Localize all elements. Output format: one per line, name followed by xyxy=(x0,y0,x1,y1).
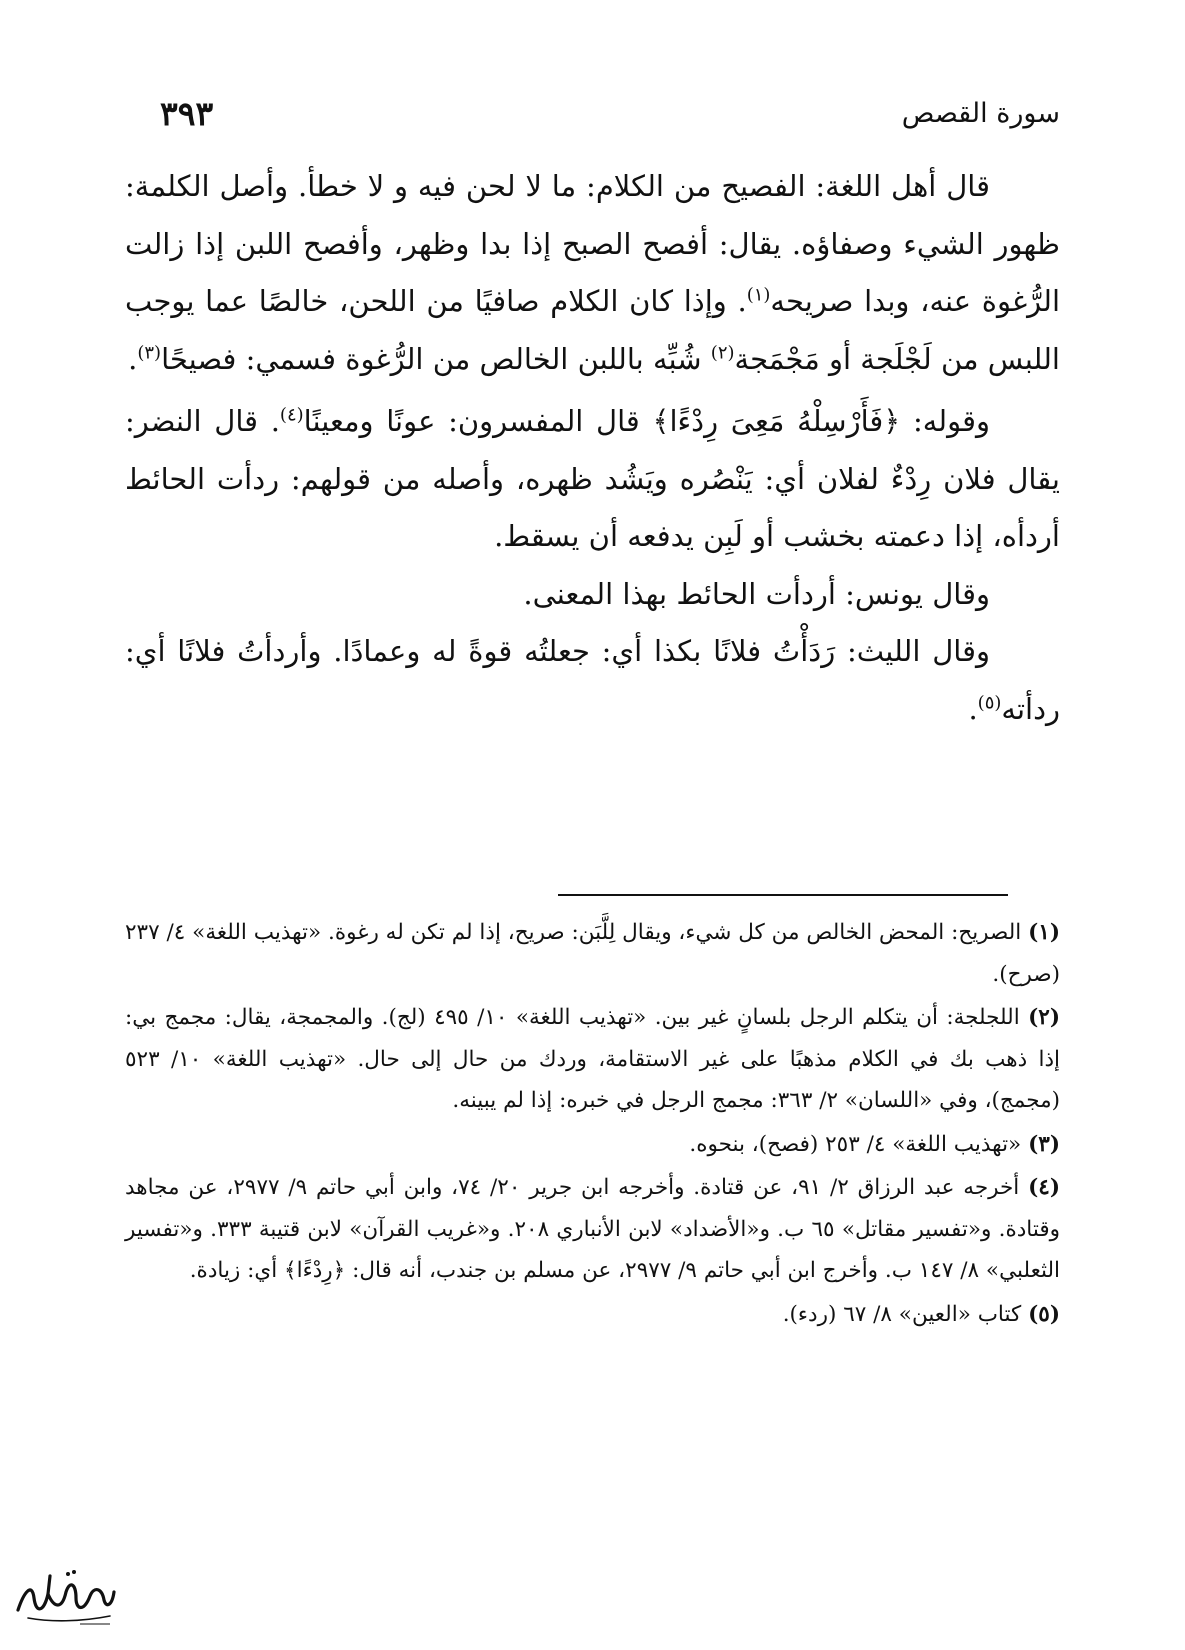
footnote-text: أخرجه عبد الرزاق ٢/ ٩١، عن قتادة. وأخرجه ابن جرير ٢٠/ ٧٤، وابن أبي حاتم ٩/ ٢٩٧٧، عن مجاهد وقتادة. و«تفسير مقاتل» ٦٥ ب. و«الأضداد» لابن الأنباري ٢٠٨. و«غريب القرآن» لابن قتيبة ٣٣٣. و«تفسير الثعلبي» ٨/ ١٤٧ ب. وأخرج ابن أبي حاتم ٩/ ٢٩٧٧، عن مسلم بن جندب، أنه قال: ﴿رِدْءًا﴾ أي: زيادة. xyxy=(125,1175,1060,1283)
footnote-2 xyxy=(125,997,1060,1122)
footnote-ref-1[interactable]: (١) xyxy=(746,284,771,306)
paragraph-text: قال المفسرون: عونًا ومعينًا xyxy=(303,404,653,438)
paragraph-fasih xyxy=(125,158,1060,388)
paragraph-text: وقوله: xyxy=(900,404,990,438)
footnote-4 xyxy=(125,1167,1060,1292)
paragraph-yunus xyxy=(125,566,1060,624)
page-header xyxy=(160,88,1060,138)
paragraph-text: وقال الليث: رَدَأْتُ فلانًا بكذا أي: جعلتُه قوةً له وعمادًا. وأردأتُ فلانًا أي: ردأته xyxy=(125,634,1060,726)
paragraph-text: . قال النضر: يقال فلان رِدْءٌ لفلان أي: يَنْصُره ويَشُد ظهره، وأصله من قولهم: ردأت الحائط أردأه، إذا دعمته بخشب أو لَبِن يدفعه أن يسقط. xyxy=(125,404,1060,553)
footnote-number: (٥) xyxy=(1028,1301,1060,1327)
paragraph-rid xyxy=(125,393,1060,566)
footnote-ref-5[interactable]: (٥) xyxy=(977,691,1002,713)
paragraph-text: قال أهل اللغة: الفصيح من الكلام: ما لا لحن فيه و لا خطأ. وأصل الكلمة: ظهور الشيء وصفاؤه. يقال: أفصح الصبح إذا بدا وظهر، وأفصح اللبن إذا زالت الرُّغوة عنه، وبدا صريحه xyxy=(125,169,1061,318)
footnote-5 xyxy=(125,1294,1060,1336)
main-text xyxy=(125,158,1060,738)
quran-quote: ﴿فَأَرْسِلْهُ مَعِىَ رِدْءًا﴾ xyxy=(652,404,901,438)
paragraph-text: . xyxy=(128,341,138,376)
footnote-3 xyxy=(125,1124,1060,1166)
paragraph-laith xyxy=(125,623,1060,738)
footnote-number: (٤) xyxy=(1028,1175,1061,1200)
paragraph-text: شُبِّه باللبن الخالص من الرُّغوة فسمي: فصيحًا xyxy=(161,341,711,376)
footnote-divider xyxy=(558,894,1008,896)
footnote-ref-4[interactable]: (٤) xyxy=(279,404,304,426)
footnote-ref-3[interactable]: (٣) xyxy=(137,341,162,363)
footnote-text: اللجلجة: أن يتكلم الرجل بلسانٍ غير بين. «تهذيب اللغة» ١٠/ ٤٩٥ (لج). والمجمجة، يقال: مجمج بي: إذا ذهب بك في الكلام مذهبًا على غير الاستقامة، وردك من حال إلى حال. «تهذيب اللغة» ١٠/ ٥٢٣ (مجمج)، وفي «اللسان» ٢/ ٣٦٣: مجمج الرجل في خبره: إذا لم يبينه. xyxy=(125,1005,1060,1113)
footnote-number: (٣) xyxy=(1028,1131,1060,1157)
page-number: ٣٩٣ xyxy=(160,93,214,133)
footnote-1 xyxy=(125,912,1060,995)
paragraph-text: . xyxy=(968,691,978,726)
paragraph-text: وقال يونس: أردأت الحائط بهذا المعنى. xyxy=(523,576,990,611)
footnote-number: (٢) xyxy=(1028,1005,1060,1030)
footnote-ref-2[interactable]: (٢) xyxy=(710,341,735,363)
surah-title: سورة القصص xyxy=(901,97,1060,129)
footnote-number: (١) xyxy=(1028,920,1061,945)
footnote-text: الصريح: المحض الخالص من كل شيء، ويقال لِلَّبَن: صريح، إذا لم تكن له رغوة. «تهذيب اللغة» ٤/ ٢٣٧ (صرح). xyxy=(125,920,1060,987)
footnote-text: «تهذيب اللغة» ٤/ ٢٥٣ (فصح)، بنحوه. xyxy=(689,1131,1022,1157)
footnotes xyxy=(125,912,1060,1337)
watermark-logo xyxy=(10,1562,120,1634)
footnote-text: كتاب «العين» ٨/ ٦٧ (ردء). xyxy=(782,1301,1022,1327)
paragraph-text: . وإذا كان الكلام صافيًا من اللحن، خالصًا عما يوجب اللبس من لَجْلَجة أو مَجْمَجة xyxy=(125,284,1060,376)
